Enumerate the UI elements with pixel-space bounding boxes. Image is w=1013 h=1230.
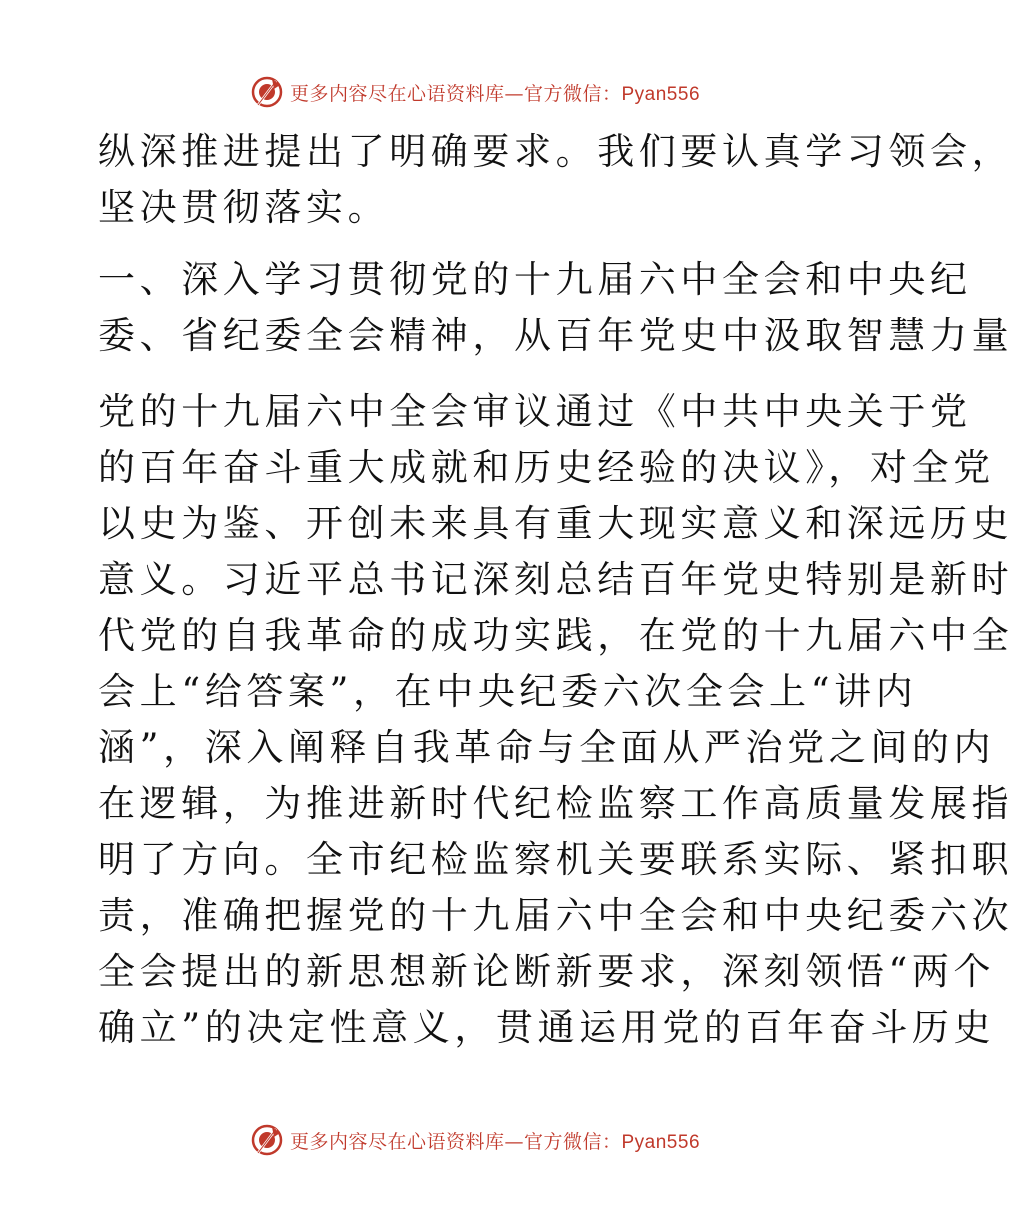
intro-line: 坚决贯彻落实。 [98,186,390,229]
body-line: 在逻辑，为推进新时代纪检监察工作高质量发展指 [98,782,1013,825]
body-line: 涵”，深入阐释自我革命与全面从严治党之间的内 [98,726,996,769]
footer-watermark-text: 更多内容尽在心语资料库—官方微信：Pyan556 [289,1130,701,1153]
section-heading-line: 委、省纪委全会精神，从百年党史中汲取智慧力量 [98,314,1013,357]
section-heading-line: 一、深入学习贯彻党的十九届六中全会和中央纪 [98,258,972,301]
body-line: 责，准确把握党的十九届六中全会和中央纪委六次 [98,894,1013,937]
footer-watermark-banner [0,1120,950,1160]
body-line: 确立”的决定性意义，贯通运用党的百年奋斗历史 [98,1006,996,1049]
quill-seal-logo-icon [250,75,284,109]
body-line: 代党的自我革命的成功实践，在党的十九届六中全 [98,614,1013,657]
intro-line: 纵深推进提出了明确要求。我们要认真学习领会， [98,130,1013,173]
body-line: 明了方向。全市纪检监察机关要联系实际、紧扣职 [98,838,1013,881]
quill-seal-logo-icon [250,1123,284,1157]
body-line: 党的十九届六中全会审议通过《中共中央关于党 [98,390,972,433]
header-watermark-banner [0,72,950,112]
document-body [98,124,1013,1056]
header-watermark-text: 更多内容尽在心语资料库—官方微信：Pyan556 [289,82,701,105]
body-line: 的百年奋斗重大成就和历史经验的决议》，对全党 [98,446,995,489]
footer-wechat-id: Pyan556 [621,1131,701,1153]
body-line: 意义。习近平总书记深刻总结百年党史特别是新时 [98,558,1013,601]
body-line: 会上“给答案”，在中央纪委六次全会上“讲内 [98,670,918,713]
header-wechat-id: Pyan556 [621,83,701,105]
body-line: 以史为鉴、开创未来具有重大现实意义和深远历史 [98,502,1013,545]
body-line: 全会提出的新思想新论断新要求，深刻领悟“两个 [98,950,996,993]
